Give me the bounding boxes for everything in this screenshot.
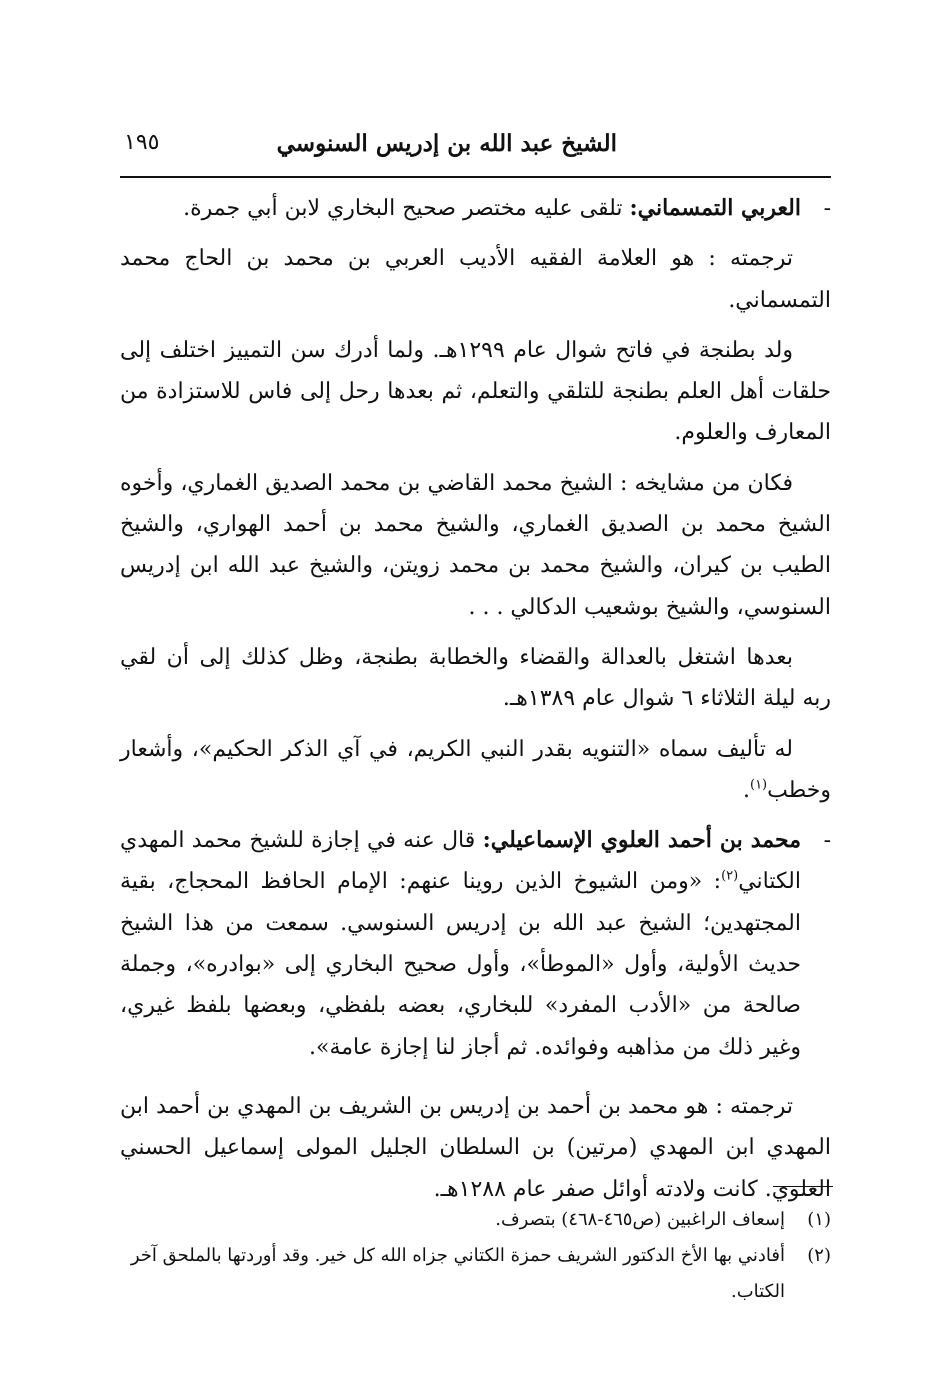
entry-tamsamani-heading bbox=[120, 188, 831, 229]
running-title: الشيخ عبد الله بن إدريس السنوسي bbox=[276, 130, 617, 157]
footnote-rule bbox=[773, 1186, 833, 1187]
entry-dash: - bbox=[823, 196, 831, 221]
main-text bbox=[120, 188, 831, 1210]
footnote-number: (٢) bbox=[807, 1245, 831, 1266]
footnote bbox=[120, 1202, 831, 1238]
biography-paragraph: ترجمته : هو محمد بن أحمد بن إدريس بن الشريف بن المهدي بن أحمد ابن المهدي ابن المهدي (مرتين) بن السلطان الجليل المولى إسماعيل الحسني العلوي. كانت ولادته أوائل صفر عام ١٢٨٨هـ. bbox=[120, 1093, 831, 1202]
footnote-number: (١) bbox=[807, 1209, 831, 1230]
page-header bbox=[120, 128, 831, 168]
footnote-text: أفادني بها الأخ الدكتور الشريف حمزة الكتاني جزاه الله كل خير. وقد أوردتها بالملحق آخر الكتاب. bbox=[130, 1245, 785, 1302]
footnote-ref-1: (١) bbox=[749, 777, 768, 793]
teachers-paragraph: فكان من مشايخه : الشيخ محمد القاضي بن محمد الصديق الغماري، وأخوه الشيخ محمد بن الصديق الغماري، والشيخ محمد بن أحمد الهواري، والشيخ الطيب بن كيران، والشيخ محمد بن محمد زويتن، والشيخ عبد الله ابن إدريس السنوسي، والشيخ بوشعيب الدكالي . . . bbox=[120, 470, 831, 620]
page-number: ١٩٥ bbox=[124, 130, 160, 155]
entry-intro: تلقى عليه مختصر صحيح البخاري لابن أبي جمرة. bbox=[183, 196, 630, 221]
entry-intro: قال عنه في إجازة للشيخ محمد المهدي الكتاني bbox=[120, 828, 801, 895]
header-rule bbox=[120, 176, 831, 178]
entry-name: محمد بن أحمد العلوي الإسماعيلي: bbox=[482, 827, 801, 854]
entry-name: العربي التمسماني: bbox=[629, 195, 801, 221]
birth-paragraph: ولد بطنجة في فاتح شوال عام ١٢٩٩هـ. ولما أدرك سن التمييز اختلف إلى حلقات أهل العلم بطنجة للتلقي والتعلم، ثم بعدها رحل إلى فاس للاستزادة من المعارف والعلوم. bbox=[120, 337, 831, 446]
footnote bbox=[120, 1238, 831, 1310]
footnote-text: إسعاف الراغبين (ص٤٦٥-٤٦٨) بتصرف. bbox=[495, 1209, 785, 1230]
footnote-ref-2: (٢) bbox=[721, 869, 739, 885]
footnotes bbox=[120, 1202, 831, 1310]
works-paragraph bbox=[120, 729, 831, 812]
entry-alawi-heading bbox=[120, 820, 831, 1068]
entry-dash: - bbox=[823, 828, 831, 854]
biography-paragraph: ترجمته : هو العلامة الفقيه الأديب العربي بن محمد بن الحاج محمد التمسماني. bbox=[120, 246, 831, 313]
career-paragraph: بعدها اشتغل بالعدالة والقضاء والخطابة بطنجة، وظل كذلك إلى أن لقي ربه ليلة الثلاثاء ٦ شوال عام ١٣٨٩هـ. bbox=[120, 644, 831, 712]
works-text: له تأليف سماه «التنويه بقدر النبي الكريم، في آي الذكر الحكيم»، وأشعار وخطب bbox=[120, 736, 831, 803]
entry-quote: : «ومن الشيوخ الذين روينا عنهم: الإمام الحافظ المحجاج، بقية المجتهدين؛ الشيخ عبد الله بن إدريس السنوسي. سمعت من هذا الشيخ حديث الأولية، وأول «الموطأ»، وأول صحيح البخاري إلى «بوادره»، وجملة صالحة من «الأدب المفرد» للبخاري، بعضه بلفظي، وبعضها بلفظ غيري، وغير ذلك من مذاهبه وفوائده. ثم أجاز لنا إجازة عامة». bbox=[120, 869, 801, 1060]
works-end: . bbox=[742, 777, 750, 803]
